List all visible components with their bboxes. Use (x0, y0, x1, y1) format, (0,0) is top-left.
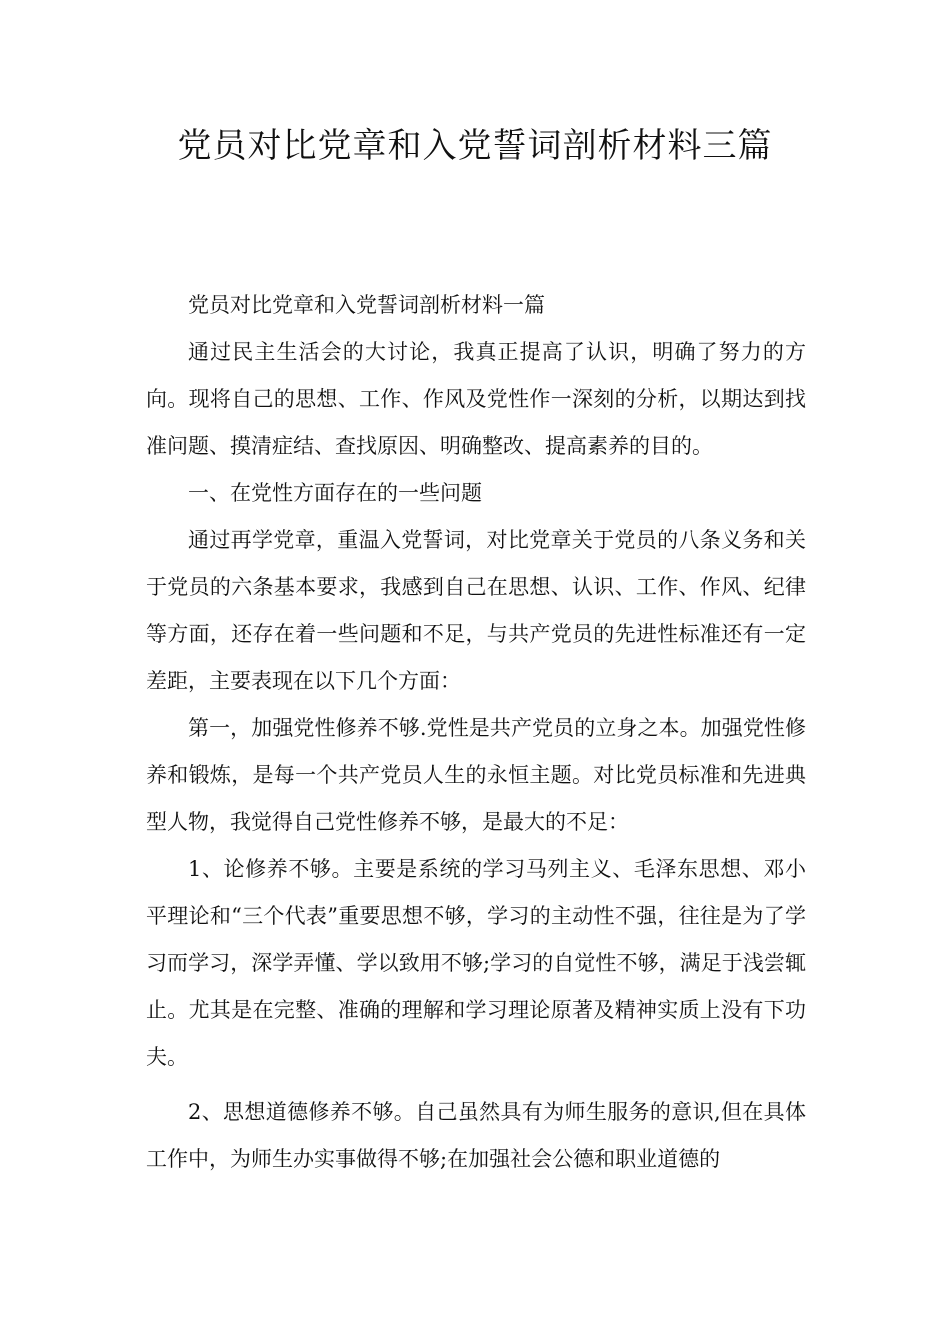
document-title: 党员对比党章和入党誓词剖析材料三篇 (177, 126, 773, 166)
paragraph: 通过再学党章，重温入党誓词，对比党章关于党员的八条义务和关于党员的六条基本要求，我感到自己在思想、认识、工作、作风、纪律等方面，还存在着一些问题和不足，与共产党员的先进性标准还有一定差距，主要表现在以下几个方面： (146, 528, 806, 693)
paragraph: 2、思想道德修养不够。自己虽然具有为师生服务的意识,但在具体工作中，为师生办实事做得不够;在加强社会公德和职业道德的 (146, 1100, 806, 1171)
section-heading: 党员对比党章和入党誓词剖析材料一篇 (188, 293, 545, 317)
document-body (146, 282, 806, 1183)
section-heading: 一、在党性方面存在的一些问题 (188, 481, 482, 505)
paragraph: 通过民主生活会的大讨论，我真正提高了认识，明确了努力的方向。现将自己的思想、工作、作风及党性作一深刻的分析，以期达到找准问题、摸清症结、查找原因、明确整改、提高素养的目的。 (146, 340, 806, 458)
paragraph: 第一，加强党性修养不够.党性是共产党员的立身之本。加强党性修养和锻炼，是每一个共产党员人生的永恒主题。对比党员标准和先进典型人物，我觉得自己党性修养不够，是最大的不足： (146, 716, 806, 834)
paragraph: 1、论修养不够。主要是系统的学习马列主义、毛泽东思想、邓小平理论和“三个代表”重要思想不够，学习的主动性不强，往往是为了学习而学习，深学弄懂、学以致用不够;学习的自觉性不够，满足于浅尝辄止。尤其是在完整、准确的理解和学习理论原著及精神实质上没有下功夫。 (146, 857, 806, 1069)
